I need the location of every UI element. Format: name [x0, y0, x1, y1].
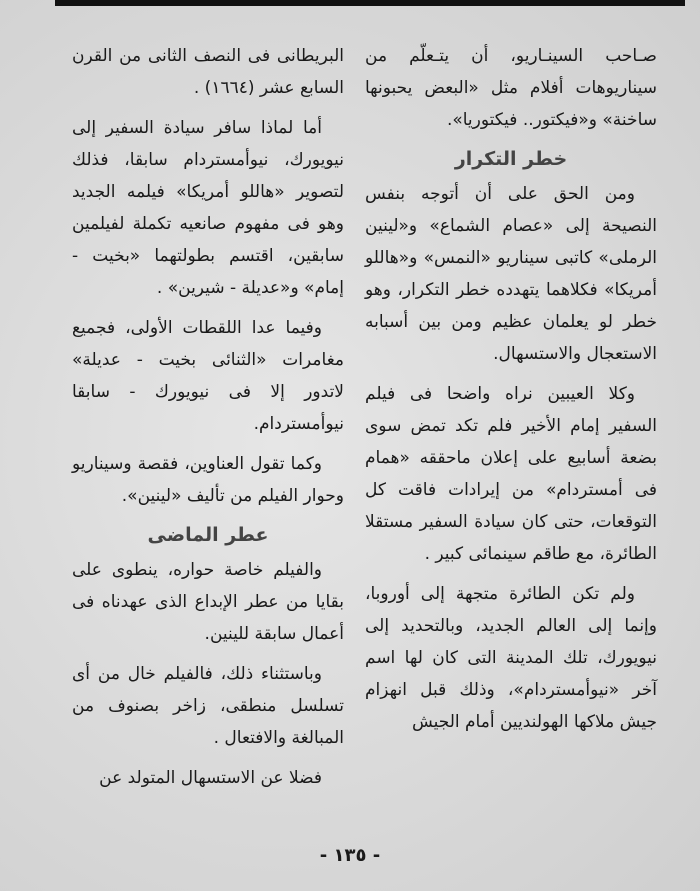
- page-number: - ١٣٥ -: [319, 845, 381, 866]
- paragraph: وباستثناء ذلك، فالفيلم خال من أى تسلسل منطقى، زاخر بصنوف من المبالغة والافتعال .: [72, 664, 344, 748]
- paragraph: فضلا عن الاستسهال المتولد عن: [99, 768, 322, 788]
- paragraph: وكلا العيبين نراه واضحا فى فيلم السفير إمام الأخير فلم تكد تمض سوى بضعة أسابيع على إعلان ماحققه «همام فى أمستردام» من إيرادات فاقت كل التوقعات، حتى كان سيادة السفير مستقلا الطائرة، مع طاقم سينمائى كبير .: [365, 384, 657, 564]
- section-heading: عطر الماضى: [147, 524, 269, 546]
- right-column: [365, 40, 657, 746]
- paragraph: ولم تكن الطائرة متجهة إلى أوروبا، وإنما إلى العالم الجديد، وبالتحديد إلى نيويورك، تلك المدينة التى كان لها اسم آخر «نيوأمستردام»، وذلك قبل انهزام جيش ملاكها الهولنديين أمام الجيش: [365, 584, 657, 732]
- top-border: [55, 0, 685, 6]
- paragraph: صـاحب السينـاريو، أن يتـعلّم من سيناريوهات أفلام مثل «البعض يحبونها ساخنة» و«فيكتور.. فيكتوريا».: [365, 46, 657, 130]
- section-heading: خطر التكرار: [454, 148, 568, 170]
- paragraph: وفيما عدا اللقطات الأولى، فجميع مغامرات «الثنائى بخيت - عديلة» لاتدور إلا فى نيويورك - سابقا نيوأمستردام.: [72, 318, 344, 434]
- paragraph: والفيلم خاصة حواره، ينطوى على بقايا من عطر الإبداع الذى عهدناه فى أعمال سابقة للينين.: [72, 560, 344, 644]
- paragraph: وكما تقول العناوين، فقصة وسيناريو وحوار الفيلم من تأليف «لينين».: [72, 454, 344, 506]
- paragraph: أما لماذا سافر سيادة السفير إلى نيويورك، نيوأمستردام سابقا، فذلك لتصوير «هاللو أمريكا» فيلمه الجديد وهو فى مفهوم صانعيه تكملة لفيلمين سابقين، اقتسم بطولتهما «بخيت - إمام» و«عديلة - شيرين» .: [72, 118, 344, 298]
- paragraph: ومن الحق على أن أتوجه بنفس النصيحة إلى «عصام الشماع» و«لينين الرملى» كاتبى سيناريو «النمس» و«هاللو أمريكا» فكلاهما يتهدده خطر التكرار، وهو خطر لو يعلمان عظيم ومن بين أسبابه الاستعجال والاستسهال.: [365, 184, 657, 364]
- left-column: [72, 40, 344, 802]
- paragraph: البريطانى فى النصف الثانى من القرن السابع عشر (١٦٦٤) .: [72, 46, 344, 98]
